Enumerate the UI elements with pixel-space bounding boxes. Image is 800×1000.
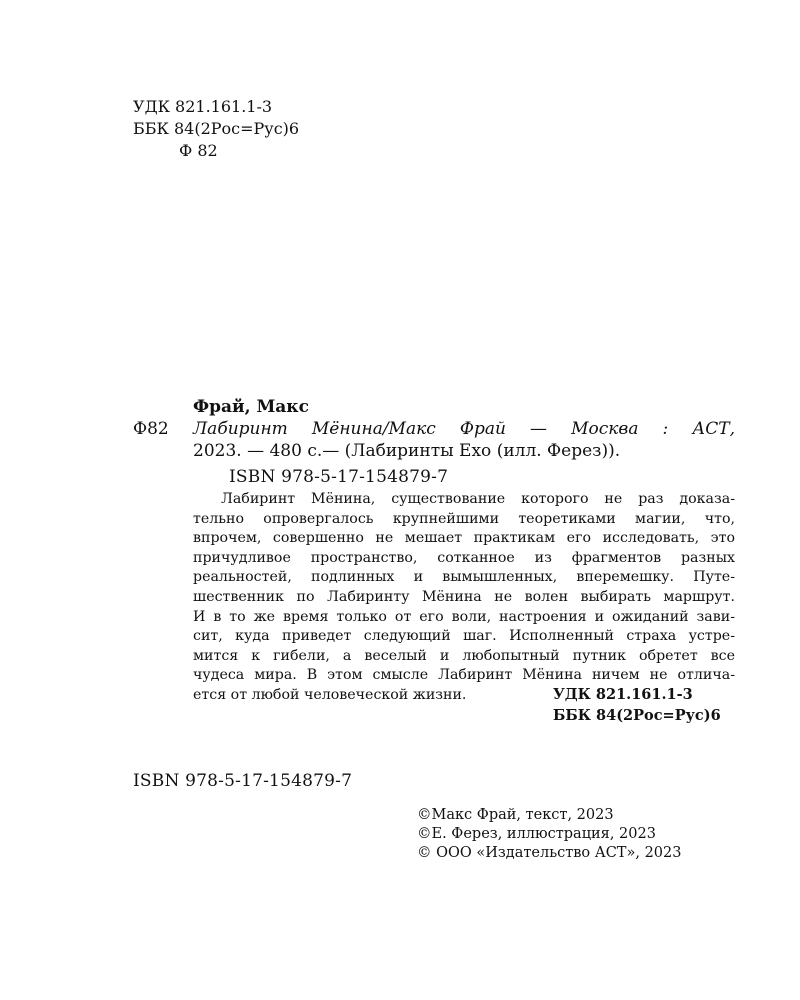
annotation-line: тельно опровергалось крупнейшими теоретиками магии, что, (193, 510, 735, 527)
udk-code-bottom: УДК 821.161.1-3 (553, 686, 693, 703)
annotation-line: сит, куда приведет следующий шаг. Исполненный страха устре- (193, 628, 735, 645)
copyright-block (417, 806, 681, 863)
bbk-code-bottom: ББК 84(2Рос=Рус)6 (553, 707, 721, 724)
annotation-line: шественник по Лабиринту Мёнина не волен выбирать маршрут. (193, 588, 735, 605)
isbn-bottom: ISBN 978-5-17-154879-7 (133, 771, 353, 791)
annotation-line: впрочем, совершенно не мешает практикам его исследовать, это (193, 530, 735, 547)
annotation-line: чудеса мира. В этом смысле Лабиринт Мёнина ничем не отлича- (193, 667, 735, 684)
annotation-line: И в то же время только от его воли, настроения и ожиданий зави- (193, 608, 735, 625)
top-classification-codes (133, 96, 299, 162)
bottom-classification-codes (553, 684, 721, 726)
author-mark: Ф82 (133, 419, 169, 439)
author-mark-code: Ф 82 (179, 141, 218, 160)
annotation-paragraph (193, 490, 735, 706)
annotation-line: ется от любой человеческой жизни. (193, 686, 467, 703)
bbk-code: ББК 84(2Рос=Рус)6 (133, 119, 300, 138)
annotation-line: реальностей, подлинных и вымышленных, вперемешку. Путе- (193, 569, 735, 586)
author-name: Фрай, Макс (193, 397, 309, 417)
annotation-line: Лабиринт Мёнина, существование которого не раз доказа- (221, 491, 735, 507)
isbn-main: ISBN 978-5-17-154879-7 (229, 467, 449, 487)
udk-code: УДК 821.161.1-3 (133, 97, 273, 116)
title-line-1: Лабиринт Мёнина/Макс Фрай — Москва : АСТ, (193, 419, 735, 439)
annotation-line: мится к гибели, а веселый и любопытный путник обретет все (193, 647, 735, 664)
title-line-2: 2023. — 480 с.— (Лабиринты Ехо (илл. Ферез)). (193, 441, 621, 461)
bibliographic-description (193, 418, 735, 462)
copyright-publisher: © ООО «Издательство АСТ», 2023 (417, 845, 682, 861)
annotation-line: причудливое пространство, сотканное из фрагментов разных (193, 549, 735, 566)
copyright-text: ©Макс Фрай, текст, 2023 (417, 807, 614, 823)
copyright-illustration: ©Е. Ферез, иллюстрация, 2023 (417, 826, 656, 842)
